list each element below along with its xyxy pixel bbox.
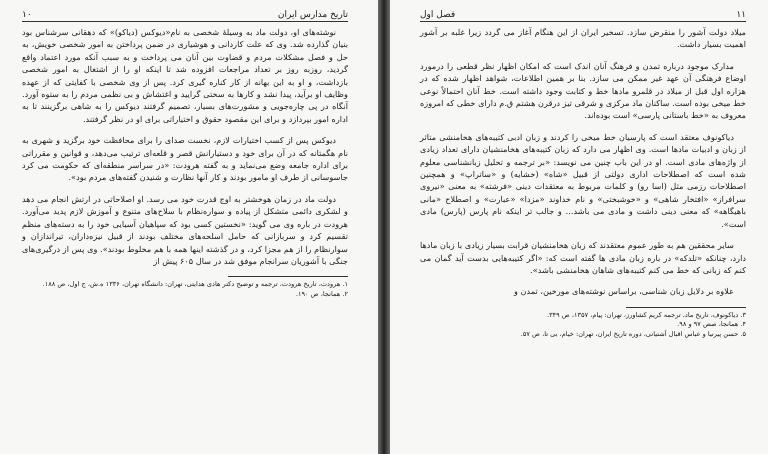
left-paragraph-1: نوشته‌های او، دولت ماد به وسیلهٔ شخصی به نام«دیوکس (دیاکو)» که دهقانی سرشناس بود بنیان گذارده شد. وی که علت کاردانی و هوشیاری در ضمن پرداختن به امور شخصی خویش، به حل و فصل مشکلات مردم و قضاوت بین آنان می پرداخت و به سبب آنکه مورد اعتماد واقع گردید، روزبه روز بر تعداد مراجعات افزوده شد تا اینکه او را از اشتغال به امور شخصی بازداشت، و او به این بهانه از کار کناره گیری کرد. پس از وی شخصی با کفایتی که از عهده وظایف او برآید، پیدا نشد و کارها به سختی گرایید و اغتشاش و بی نظمی مردم را به ستوه آورد. آنگاه در پی چاره‌جویی و مشورت‌های بسیار، تصمیم گرفتند دیوکس را به شاهی برگزینند تا به اداره امور بپردازد و برای این مقصود حقوق و اختیاراتی برای او در نظر گرفتند. (22, 27, 348, 124)
right-footnotes (520, 307, 746, 340)
right-running-head (420, 10, 746, 22)
left-footnotes (42, 276, 348, 299)
left-body (22, 26, 348, 267)
left-running-head (22, 10, 348, 22)
right-footnote-3: ۵. حسن پیرنیا و عباس اقبال آشتیانی، دوره تاریخ ایران، تهران: خیام، بی تا، ص ۵۷. (520, 329, 746, 338)
right-footnote-2: ۴. همانجا، صص ۹۷ و ۹۸. (677, 320, 746, 329)
right-body (420, 26, 746, 298)
right-paragraph-5: علاوه بر دلایل زبان شناسی، براساس نوشته‌های مورخین، تمدن و (513, 286, 734, 297)
right-page (390, 0, 768, 454)
right-paragraph-1: میلاد دولت آشور را منقرض سازد. تسخیر ایران از این هنگام آغاز می گردد زیرا غلبه بر آشور اهمیت بسیار داشت. (420, 27, 746, 50)
left-paragraph-2: دیوکس پس از کسب اختیارات لازم، نخست صدای را برای محافظت خود برگزید و شهری به نام هگمتانه که در آن برای خود و دستیارانش قصر و قلعه‌ای ترتیب می‌دهد، و قوانین و مقرراتی برای اداره جامعه وضع می‌نماید و به گفته هرودت: «در سراسر منطقه‌ای که حکومت می کرد جاسوسانی از طرف او مامور بودند و کار آنها نظارت و شنیدن گفته‌های مردم بود». (22, 135, 348, 183)
left-running-title: تاریخ مدارس ایران (277, 10, 348, 20)
right-paragraph-3: دیاکونوف معتقد است که پارسیان خط میخی را کردند و زبان ادبی کتیبه‌های هخامنشی متاثر از زبان و ادبیات مادها است. وی اظهار می دارد که زبان کتیبه‌های هخامنشیان دارای تعداد زیادی از واژه‌های مادی است. او در این باب چنین می نویسد: «بر ترجمه و تحلیل زبانشناسی معلوم شده است که اصطلاحات اداری دولتی از قبیل «شاه» (خشایه) و «ساتراپ» و همچنین اصطلاحات رزمی مثل (اسا رو) و کلمات مربوط به معتقدات دینی «فرشته» به معنی «نیروی سرافراز» «افتخار شاهی» و «خوشبختی» و نام خداوند «مزدا» «عبارت» و اصطلاح «مانی باهیگاهه» که معنی دینی داشت و مادی می باشد... و جالب تر اینکه نام پارس (پارس) مادی است». (420, 131, 746, 229)
left-page (0, 0, 378, 454)
book-gutter (378, 0, 390, 454)
right-page-number: ۱۱ (736, 10, 746, 20)
left-footnote-1: ۱. هرودت، تاریخ هرودت، ترجمه و توضیح دکتر هادی هدایتی، تهران: دانشگاه تهران، ۱۳۳۶ ه.ش، ج اول، ص ۱۸۸. (42, 280, 348, 289)
left-page-number: ۱۰ (22, 10, 32, 20)
right-running-title: فصل اول (420, 10, 456, 20)
left-paragraph-3: دولت ماد در زمان هوخشتر به اوج قدرت خود می رسد. او اصلاحاتی در ارتش انجام می دهد و لشکری دائمی متشکل از پیاده و سواره‌نظام با سلاح‌های متنوع و آموزش لازم پدید می‌آورد. هرودت در باره وی می گوید: «نخستین کسی بود که سپاهیان آسیایی خود را به دسته‌های منظم تقسیم کرد و سربازانی که حامل اسلحه‌های مختلف بودند از قبیل نیزه‌داران، تیراندازان و سوارنظام را از هم مجزا کرد، و در گذشته اینها همه با هم مخلوط بودند». وی پس از درگیری‌های جنگی با آشوریان سرانجام موفق شد در سال ۶۰۵ پیش از (22, 193, 348, 266)
right-footnote-1: ۳. دیاکونوف، تاریخ ماد، ترجمه کریم کشاورز، تهران: پیام، ۱۳۵۷، ص ۳۴۹. (546, 310, 746, 319)
right-paragraph-4: سایر محققین هم به طور عموم معتقدند که زبان هخامنشیان قرابت بسیار زیادی با زبان مادها دارد، چنانکه «تلدکه» در باره زبان مادی ها گفته است که: «اگر کتیبه‌هایی بدست آید گمان می کنم که زبانی که خط می کنم کتیبه‌های شاهان هخامنشی باشد». (420, 240, 746, 275)
right-paragraph-2: مدارک موجود درباره تمدن و فرهنگ آنان اندک است که امکان اظهار نظر قطعی را درمورد اوضاع فرهنگی آن عهد غیر ممکن می سازد. بنا بر همین اطلاعات، شواهد اظهار شده که در هزاره اول قبل از میلاد در قلمرو مادها خط و کتابت وجود داشته است. خط آنان احتمالاً نوعی خط میخی بوده است. ساکنان ماد مرکزی و شرقی تیز درقرن هشتم ق.م دارای خطی که امروزه معروف به «خط باستانی پارسی» است بوده‌اند. (420, 60, 746, 121)
left-footnote-2: ۲. همانجا، ص ۱۹۰. (295, 289, 348, 298)
